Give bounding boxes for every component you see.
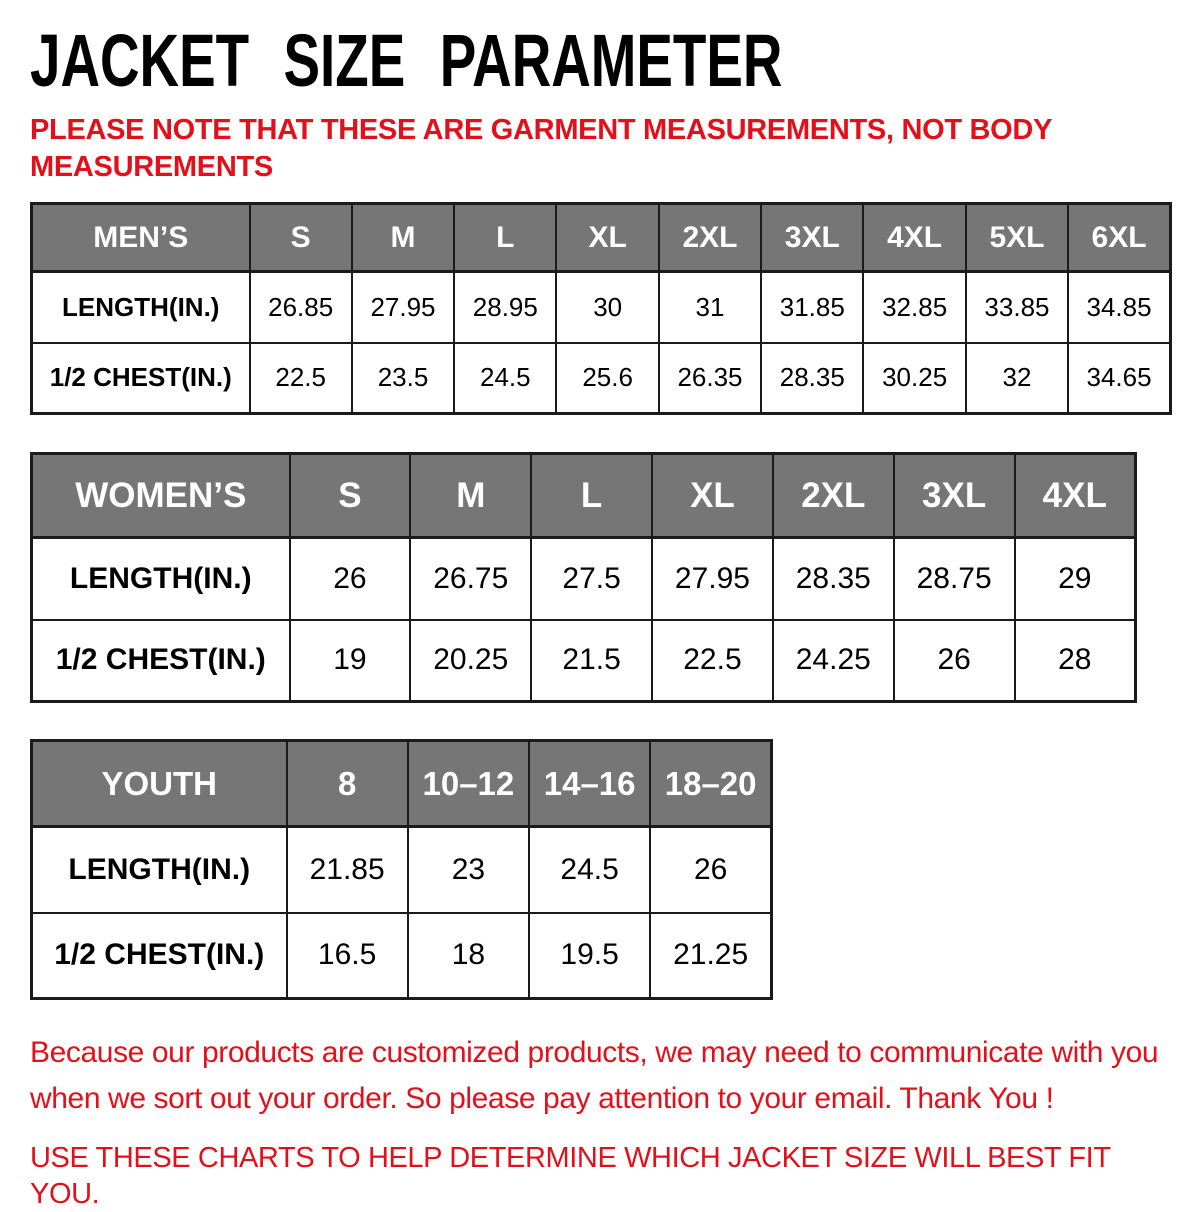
measurement-value: 21.5 <box>531 620 652 702</box>
mens-measurement-row <box>32 343 1171 414</box>
womens-table-title: WOMEN’S <box>32 454 290 538</box>
measurement-value: 26 <box>650 827 771 913</box>
womens-measurement-row <box>32 538 1136 620</box>
measurement-label: LENGTH(IN.) <box>32 827 287 913</box>
womens-size-table <box>30 452 1137 703</box>
measurement-value: 28 <box>1015 620 1136 702</box>
chart-usage-note: USE THESE CHARTS TO HELP DETERMINE WHICH JACKET SIZE WILL BEST FIT YOU. <box>30 1142 1111 1210</box>
measurement-value: 32 <box>966 343 1068 414</box>
page-title <box>30 19 1172 102</box>
measurement-value: 31.85 <box>761 272 863 343</box>
youth-table-title: YOUTH <box>32 741 287 827</box>
measurement-value: 21.85 <box>287 827 408 913</box>
womens-size-column-header: 4XL <box>1015 454 1136 538</box>
mens-table-title: MEN’S <box>32 204 250 272</box>
measurement-value: 33.85 <box>966 272 1068 343</box>
measurement-value: 28.75 <box>894 538 1015 620</box>
measurement-value: 27.95 <box>352 272 454 343</box>
mens-size-column-header: M <box>352 204 454 272</box>
mens-size-column-header: L <box>454 204 556 272</box>
mens-size-table <box>30 202 1172 415</box>
measurement-value: 19.5 <box>529 913 650 999</box>
measurement-value: 26 <box>894 620 1015 702</box>
mens-size-column-header: 5XL <box>966 204 1068 272</box>
measurement-value: 24.25 <box>773 620 894 702</box>
measurement-value: 26.35 <box>659 343 761 414</box>
mens-size-column-header: 2XL <box>659 204 761 272</box>
measurement-value: 34.85 <box>1068 272 1170 343</box>
mens-header-row <box>32 204 1171 272</box>
measurement-value: 28.35 <box>761 343 863 414</box>
garment-measurement-note <box>30 112 1172 186</box>
measurement-value: 23 <box>408 827 529 913</box>
womens-size-column-header: L <box>531 454 652 538</box>
womens-header-row <box>32 454 1136 538</box>
measurement-value: 26 <box>290 538 411 620</box>
note-line-1: PLEASE NOTE THAT THESE ARE GARMENT MEASUREMENTS, NOT BODY <box>30 114 1053 146</box>
measurement-label: 1/2 CHEST(IN.) <box>32 913 287 999</box>
measurement-value: 27.95 <box>652 538 773 620</box>
youth-measurement-row <box>32 827 772 913</box>
youth-size-column-header: 8 <box>287 741 408 827</box>
youth-size-column-header: 10–12 <box>408 741 529 827</box>
mens-size-column-header: 4XL <box>863 204 965 272</box>
measurement-label: LENGTH(IN.) <box>32 538 290 620</box>
note-line-2: MEASUREMENTS <box>30 151 273 183</box>
measurement-value: 28.95 <box>454 272 556 343</box>
mens-size-column-header: 3XL <box>761 204 863 272</box>
measurement-value: 29 <box>1015 538 1136 620</box>
measurement-value: 28.35 <box>773 538 894 620</box>
measurement-value: 24.5 <box>454 343 556 414</box>
measurement-value: 26.85 <box>250 272 352 343</box>
mens-size-column-header: XL <box>556 204 658 272</box>
measurement-label: LENGTH(IN.) <box>32 272 250 343</box>
page-title-text: JACKET SIZE PARAMETER <box>30 19 783 102</box>
measurement-value: 22.5 <box>250 343 352 414</box>
womens-size-column-header: 3XL <box>894 454 1015 538</box>
mens-measurement-row <box>32 272 1171 343</box>
youth-size-table <box>30 739 773 1000</box>
measurement-value: 24.5 <box>529 827 650 913</box>
measurement-value: 30.25 <box>863 343 965 414</box>
measurement-value: 20.25 <box>410 620 531 702</box>
womens-measurement-row <box>32 620 1136 702</box>
measurement-value: 18 <box>408 913 529 999</box>
youth-size-column-header: 14–16 <box>529 741 650 827</box>
measurement-value: 22.5 <box>652 620 773 702</box>
mens-size-column-header: S <box>250 204 352 272</box>
measurement-value: 27.5 <box>531 538 652 620</box>
measurement-value: 32.85 <box>863 272 965 343</box>
custom-order-notice <box>30 1030 1172 1122</box>
measurement-value: 31 <box>659 272 761 343</box>
measurement-value: 34.65 <box>1068 343 1170 414</box>
measurement-value: 16.5 <box>287 913 408 999</box>
measurement-value: 21.25 <box>650 913 771 999</box>
measurement-label: 1/2 CHEST(IN.) <box>32 343 250 414</box>
measurement-value: 30 <box>556 272 658 343</box>
measurement-value: 26.75 <box>410 538 531 620</box>
youth-header-row <box>32 741 772 827</box>
measurement-label: 1/2 CHEST(IN.) <box>32 620 290 702</box>
measurement-value: 19 <box>290 620 411 702</box>
youth-size-column-header: 18–20 <box>650 741 771 827</box>
womens-size-column-header: S <box>290 454 411 538</box>
measurement-value: 23.5 <box>352 343 454 414</box>
womens-size-column-header: XL <box>652 454 773 538</box>
womens-size-column-header: 2XL <box>773 454 894 538</box>
custom-order-notice-line-1: Because our products are customized products, we may need to communicate with you <box>30 1036 1159 1069</box>
custom-order-notice-line-2: when we sort out your order. So please pay attention to your email. Thank You ! <box>30 1082 1054 1115</box>
measurement-value: 25.6 <box>556 343 658 414</box>
mens-size-column-header: 6XL <box>1068 204 1170 272</box>
youth-measurement-row <box>32 913 772 999</box>
womens-size-column-header: M <box>410 454 531 538</box>
